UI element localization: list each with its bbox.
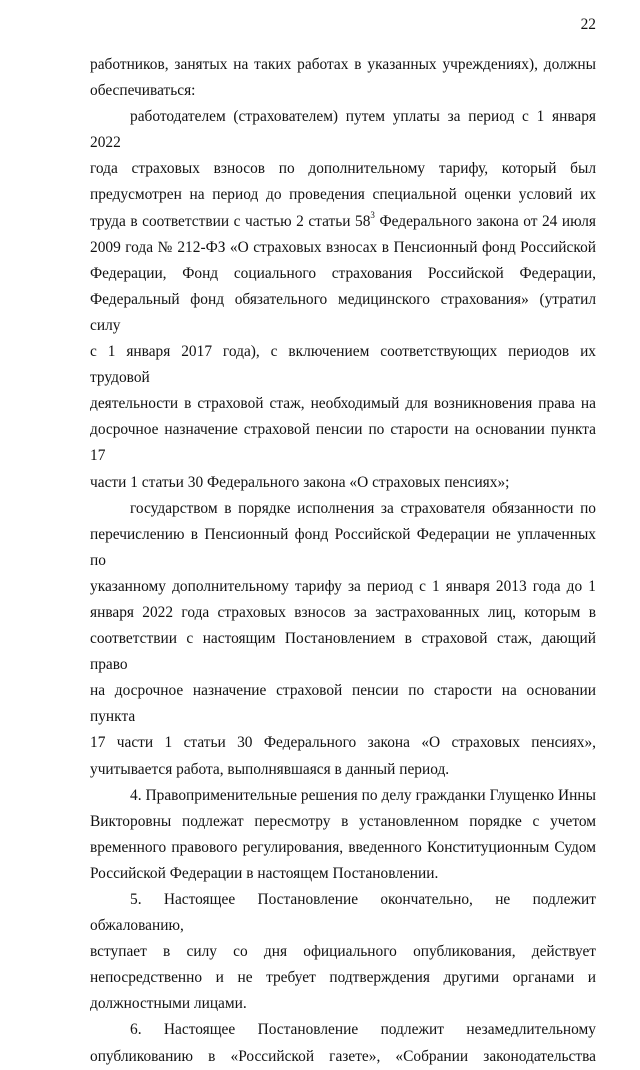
text-line: работников, занятых на таких работах в указанных учреждениях), должны xyxy=(90,56,596,73)
superscript: 3 xyxy=(370,210,375,221)
text-line: указанному дополнительному тарифу за период с 1 января 2013 года до 1 xyxy=(90,577,596,595)
text-line: 2009 года № 212-ФЗ «О страховых взносах в Пенсионный фонд Российской xyxy=(90,238,596,256)
text-line: Федеральный фонд обязательного медицинского страхования» (утратил силу xyxy=(90,290,596,334)
text-line: труда в соответствии с частью 2 статьи $58^3$ Федерального закона от 24 июля xyxy=(90,210,596,230)
text-line: досрочное назначение страховой пенсии по старости на основании пункта 17 xyxy=(90,421,596,465)
text-line: вступает в силу со дня официального опубликования, действует xyxy=(90,943,596,961)
text-line: Викторовны подлежат пересмотру в установленном порядке с учетом xyxy=(90,812,596,830)
text-line: учитывается работа, выполнявшаяся в данный период. xyxy=(90,760,450,778)
text-line: 17 части 1 статьи 30 Федерального закона «О страховых пенсиях», xyxy=(90,734,596,752)
text-line: 5. Настоящее Постановление окончательно, не подлежит обжалованию, xyxy=(90,891,596,935)
text-line: деятельности в страховой стаж, необходимый для возникновения права на xyxy=(90,395,596,413)
text-line: соответствии с настоящим Постановлением в страховой стаж, дающий право xyxy=(90,630,596,674)
text-line: 6. Настоящее Постановление подлежит незамедлительному xyxy=(130,1021,596,1039)
text-line: Федерации, Фонд социального страхования Российской Федерации, xyxy=(90,264,596,282)
text-line: опубликованию в «Российской газете», «Собрании законодательства xyxy=(90,1047,596,1065)
text-line: перечислению в Пенсионный фонд Российской Федерации не уплаченных по xyxy=(90,525,596,569)
document-body xyxy=(90,52,596,1070)
text-line: непосредственно и не требует подтверждения другими органами и xyxy=(90,969,596,987)
text-line: работодателем (страхователем) путем уплаты за период с 1 января 2022 xyxy=(90,108,596,152)
text-line: государством в порядке исполнения за страхователя обязанности по xyxy=(130,499,596,517)
text-line: должностными лицами. xyxy=(90,995,247,1013)
text-line: предусмотрен на период до проведения специальной оценки условий их xyxy=(90,186,596,204)
text-line: с 1 января 2017 года), с включением соответствующих периодов их трудовой xyxy=(90,343,596,387)
text-line: временного правового регулирования, введенного Конституционным Судом xyxy=(90,838,596,856)
text-line: части 1 статьи 30 Федерального закона «О страховых пенсиях»; xyxy=(90,473,510,491)
text-line: Российской Федерации в настоящем Постановлении. xyxy=(90,864,439,882)
text-line: января 2022 года страховых взносов за застрахованных лиц, которым в xyxy=(90,603,596,621)
text-line: 4. Правоприменительные решения по делу гражданки Глущенко Инны xyxy=(130,786,596,804)
page-number: 22 xyxy=(580,16,596,33)
text-line: года страховых взносов по дополнительному тарифу, который был xyxy=(90,160,596,178)
text-line: обеспечиваться: xyxy=(90,82,196,100)
text-line: на досрочное назначение страховой пенсии по старости на основании пункта xyxy=(90,682,596,726)
